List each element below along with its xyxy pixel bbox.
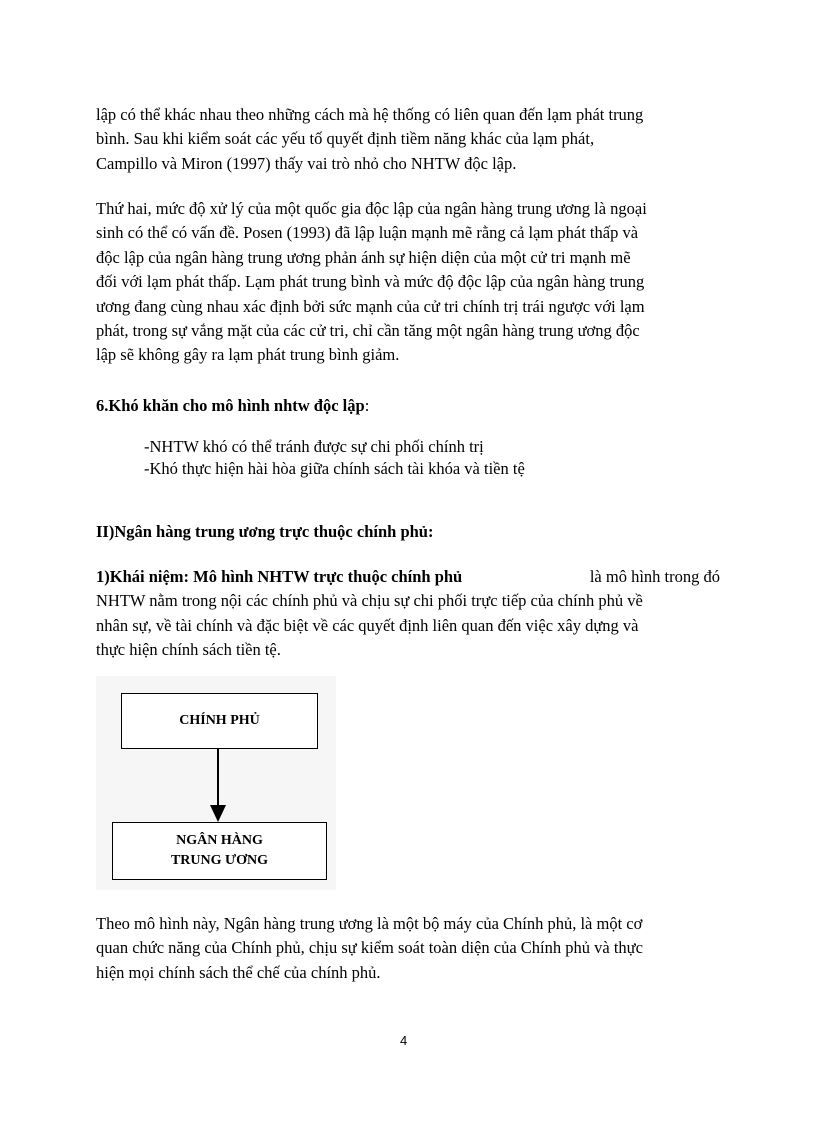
paragraph-line: độc lập của ngân hàng trung ương phản ánh sự hiện diện của một cử tri mạnh mẽ — [96, 247, 631, 267]
list-item: -NHTW khó có thể tránh được sự chi phối chính trị — [144, 437, 484, 456]
heading-colon: : — [364, 396, 370, 415]
paragraph-endogeneity — [96, 197, 720, 368]
paragraph-line: lập sẽ không gây ra lạm phát trung bình giảm. — [96, 345, 400, 365]
government-box-label: CHÍNH PHỦ — [179, 713, 260, 728]
definition-label: 1)Khái niệm: Mô hình NHTW trực thuộc chính phủ — [96, 567, 463, 586]
central-bank-box-label-line2: TRUNG ƯƠNG — [170, 853, 269, 868]
connector-line — [217, 748, 219, 806]
definition-line: nhân sự, về tài chính và đặc biệt về các quyết định liên quan đến việc xây dựng và — [96, 615, 639, 635]
definition-line: NHTW nằm trong nội các chính phủ và chịu sự chi phối trực tiếp của chính phủ về — [96, 591, 643, 611]
paragraph-line: Campillo và Miron (1997) thấy vai trò nhỏ cho NHTW độc lập. — [96, 153, 517, 173]
definition-first-line-rest: là mô hình trong đó — [589, 567, 720, 586]
definition-paragraph — [96, 565, 720, 663]
list-item: -Khó thực hiện hài hòa giữa chính sách tài khóa và tiền tệ — [144, 459, 525, 478]
central-bank-box-label-line1: NGÂN HÀNG — [176, 833, 263, 848]
paragraph-line: quan chức năng của Chính phủ, chịu sự kiểm soát toàn diện của Chính phủ và thực — [96, 938, 643, 958]
heading-text: 6.Khó khăn cho mô hình nhtw độc lập — [96, 396, 365, 415]
paragraph-line: ương đang cùng nhau xác định bởi sức mạnh của cử tri chính trị trái ngược với lạm — [96, 296, 645, 316]
section-heading-difficulties — [96, 396, 369, 416]
definition-line: thực hiện chính sách tiền tệ. — [96, 640, 281, 660]
paragraph-line: bình. Sau khi kiểm soát các yếu tố quyết định tiềm năng khác của lạm phát, — [96, 129, 595, 149]
paragraph-inflation-correlation — [96, 103, 720, 176]
section-heading-government-model: II)Ngân hàng trung ương trực thuộc chính phủ: — [96, 522, 434, 541]
central-bank-box — [112, 822, 327, 880]
paragraph-line: sinh có thể có vấn đề. Posen (1993) đã lập luận mạnh mẽ rằng cả lạm phát thấp và — [96, 223, 639, 243]
paragraph-line: Theo mô hình này, Ngân hàng trung ương là một bộ máy của Chính phủ, là một cơ — [96, 914, 643, 933]
paragraph-line: Thứ hai, mức độ xử lý của một quốc gia độc lập của ngân hàng trung ương là ngoại — [96, 199, 647, 218]
page-number: 4 — [400, 1033, 408, 1048]
arrow-down-icon — [210, 805, 226, 822]
paragraph-line: phát, trong sự vắng mặt của các cử tri, chỉ cần tăng một ngân hàng trung ương độc — [96, 321, 640, 341]
paragraph-line: đối với lạm phát thấp. Lạm phát trung bình và mức độ độc lập của ngân hàng trung — [96, 272, 645, 292]
paragraph-line: hiện mọi chính sách thể chế của chính phủ. — [96, 962, 381, 982]
definition-first-line — [96, 565, 720, 589]
paragraph-line: lập có thể khác nhau theo những cách mà hệ thống có liên quan đến lạm phát trung — [96, 105, 644, 124]
paragraph-model-description — [96, 912, 720, 985]
government-box — [121, 693, 318, 749]
hierarchy-diagram — [96, 676, 336, 890]
